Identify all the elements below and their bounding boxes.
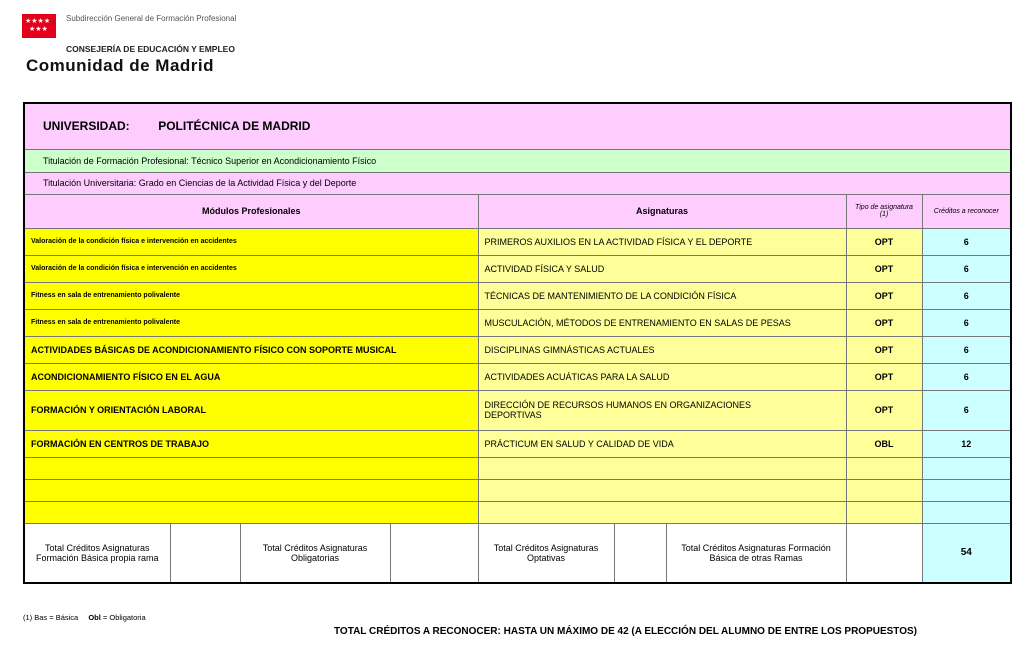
asignatura-cell: DISCIPLINAS GIMNÁSTICAS ACTUALES xyxy=(478,336,846,363)
modulo-cell: FORMACIÓN Y ORIENTACIÓN LABORAL xyxy=(24,390,478,430)
creditos-cell xyxy=(922,457,1011,479)
comunidad-title: Comunidad de Madrid xyxy=(26,56,214,75)
total-basica-otras-value xyxy=(846,523,922,583)
table-row xyxy=(24,255,1011,282)
header-creditos: Créditos a reconocer xyxy=(922,194,1011,228)
tipo-cell: OPT xyxy=(846,228,922,255)
tipo-cell: OPT xyxy=(846,255,922,282)
tipo-cell: OPT xyxy=(846,390,922,430)
table-row xyxy=(24,228,1011,255)
asignatura-cell: MUSCULACIÓN, MÉTODOS DE ENTRENAMIENTO EN SALAS DE PESAS xyxy=(478,309,846,336)
creditos-cell: 6 xyxy=(922,228,1011,255)
creditos-cell: 6 xyxy=(922,282,1011,309)
asignatura-cell: PRÁCTICUM EN SALUD Y CALIDAD DE VIDA xyxy=(478,430,846,457)
creditos-cell xyxy=(922,501,1011,523)
total-basica-otras-label: Total Créditos Asignaturas Formación Básica de otras Ramas xyxy=(666,523,846,583)
creditos-cell: 6 xyxy=(922,309,1011,336)
tipo-cell xyxy=(846,501,922,523)
modulo-cell: Valoración de la condición física e intervención en accidentes xyxy=(24,228,478,255)
creditos-cell: 6 xyxy=(922,363,1011,390)
credits-table xyxy=(23,102,1012,584)
titulacion-univ: Titulación Universitaria: Grado en Ciencias de la Actividad Física y del Deporte xyxy=(24,172,1011,194)
modulo-cell: Fitness en sala de entrenamiento polivalente xyxy=(24,282,478,309)
universidad-label: UNIVERSIDAD: xyxy=(43,119,130,134)
empty-row xyxy=(24,479,1011,501)
asignatura-cell: DIRECCIÓN DE RECURSOS HUMANOS EN ORGANIZACIONES DEPORTIVAS xyxy=(478,390,846,430)
tipo-cell: OPT xyxy=(846,363,922,390)
modulo-cell: Fitness en sala de entrenamiento polivalente xyxy=(24,309,478,336)
footnote-bas: (1) Bas = Básica xyxy=(23,613,79,622)
creditos-cell: 6 xyxy=(922,390,1011,430)
creditos-cell xyxy=(922,479,1011,501)
header-asignaturas: Asignaturas xyxy=(478,194,846,228)
header-logo xyxy=(22,6,322,78)
empty-row xyxy=(24,457,1011,479)
table-row xyxy=(24,336,1011,363)
tipo-cell: OPT xyxy=(846,336,922,363)
titulacion-fp: Titulación de Formación Profesional: Técnico Superior en Acondicionamiento Físico xyxy=(24,149,1011,172)
modulo-cell xyxy=(24,479,478,501)
tipo-cell: OPT xyxy=(846,309,922,336)
total-obligatorias-value xyxy=(390,523,478,583)
total-obligatorias-label: Total Créditos Asignaturas Obligatorias xyxy=(240,523,390,583)
footnote-obl-text: = Obligatoria xyxy=(100,613,146,622)
table-row xyxy=(24,430,1011,457)
modulo-cell xyxy=(24,501,478,523)
asignatura-cell xyxy=(478,501,846,523)
totals-row xyxy=(24,523,1011,583)
tipo-cell xyxy=(846,457,922,479)
footnote xyxy=(23,613,146,622)
subdireccion-text: Subdirección General de Formación Profesional xyxy=(66,14,237,23)
modulo-cell xyxy=(24,457,478,479)
creditos-cell: 6 xyxy=(922,255,1011,282)
table-row xyxy=(24,390,1011,430)
modulo-cell: ACONDICIONAMIENTO FÍSICO EN EL AGUA xyxy=(24,363,478,390)
creditos-cell: 6 xyxy=(922,336,1011,363)
modulo-cell: FORMACIÓN EN CENTROS DE TRABAJO xyxy=(24,430,478,457)
asignatura-cell: ACTIVIDAD FÍSICA Y SALUD xyxy=(478,255,846,282)
modulo-cell: ACTIVIDADES BÁSICAS DE ACONDICIONAMIENTO FÍSICO CON SOPORTE MUSICAL xyxy=(24,336,478,363)
asignatura-cell: PRIMEROS AUXILIOS EN LA ACTIVIDAD FÍSICA Y EL DEPORTE xyxy=(478,228,846,255)
footnote-obl: Obl xyxy=(88,613,101,622)
header-modulos: Módulos Profesionales xyxy=(24,194,478,228)
total-creditos-line: TOTAL CRÉDITOS A RECONOCER: HASTA UN MÁXIMO DE 42 (A ELECCIÓN DEL ALUMNO DE ENTRE LOS PROPUESTOS) xyxy=(334,626,918,637)
total-basica-propia-value xyxy=(170,523,240,583)
consejeria-text: CONSEJERÍA DE EDUCACIÓN Y EMPLEO xyxy=(66,44,235,54)
asignatura-cell xyxy=(478,479,846,501)
madrid-flag-icon: ★★★★ ★★★ xyxy=(22,14,56,38)
total-optativas-label: Total Créditos Asignaturas Optativas xyxy=(478,523,614,583)
asignatura-cell xyxy=(478,457,846,479)
asignatura-cell: TÉCNICAS DE MANTENIMIENTO DE LA CONDICIÓN FÍSICA xyxy=(478,282,846,309)
table-row xyxy=(24,309,1011,336)
header-tipo: Tipo de asignatura (1) xyxy=(846,194,922,228)
tipo-cell: OBL xyxy=(846,430,922,457)
tipo-cell: OPT xyxy=(846,282,922,309)
total-optativas-value xyxy=(614,523,666,583)
asignatura-cell: ACTIVIDADES ACUÁTICAS PARA LA SALUD xyxy=(478,363,846,390)
total-creditos-value: 54 xyxy=(922,523,1011,583)
empty-row xyxy=(24,501,1011,523)
table-row xyxy=(24,282,1011,309)
table-row xyxy=(24,363,1011,390)
universidad-value: POLITÉCNICA DE MADRID xyxy=(158,119,311,134)
tipo-cell xyxy=(846,479,922,501)
modulo-cell: Valoración de la condición física e intervención en accidentes xyxy=(24,255,478,282)
universidad-row xyxy=(24,103,1011,149)
creditos-cell: 12 xyxy=(922,430,1011,457)
total-basica-propia-label: Total Créditos Asignaturas Formación Básica propia rama xyxy=(24,523,170,583)
